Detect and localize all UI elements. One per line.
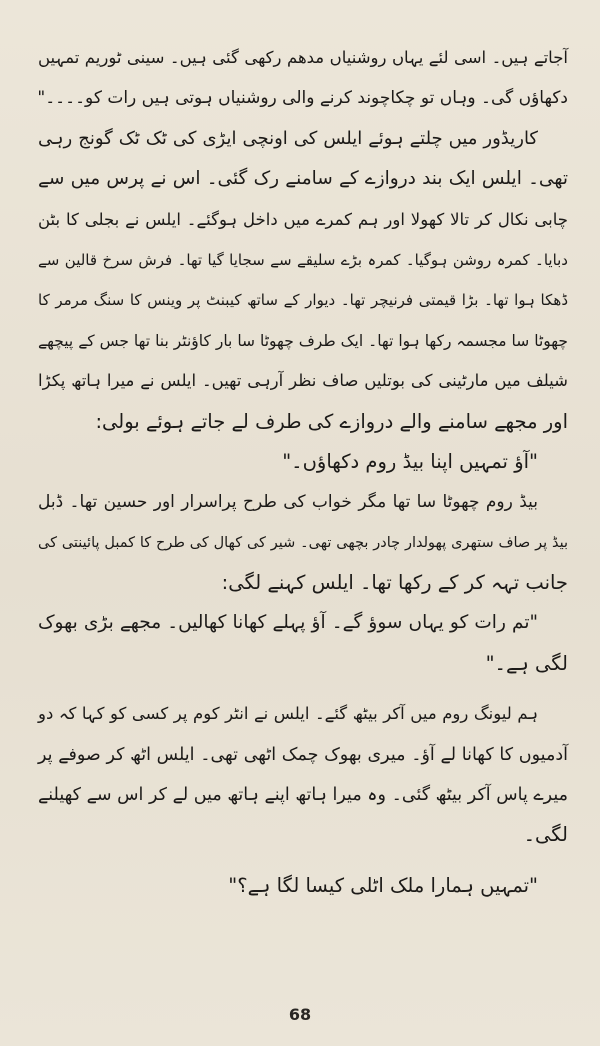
text-line: ڈھکا ہوا تھا۔ بڑا قیمتی فرنیچر تھا۔ دیوار کے ساتھ کیبنٹ پر وینس کا سنگ مرمر کا <box>38 291 568 310</box>
text-line: تھی۔ ایلس ایک بند دروازے کے سامنے رک گئی۔ اس نے پرس میں سے <box>38 168 568 190</box>
text-line: میرے پاس آکر بیٹھ گئی۔ وہ میرا ہاتھ اپنے ہاتھ میں لے کر اس سے کھیلنے <box>38 785 568 806</box>
text-line: اور مجھے سامنے والے دروازے کی طرف لے جاتے ہوئے بولی: <box>95 409 568 433</box>
dialogue-line: "آؤ تمہیں اپنا بیڈ روم دکھاؤں۔" <box>282 449 538 473</box>
text-line: کاریڈور میں چلتے ہوئے ایلس کی اونچی ایڑی کی ٹک ٹک گونج رہی <box>38 127 538 149</box>
text-line: دبایا۔ کمرہ روشن ہوگیا۔ کمرہ بڑے سلیقے سے سجایا گیا تھا۔ فرش سرخ قالین سے <box>38 250 568 269</box>
paragraph-gap <box>38 856 568 866</box>
dialogue-line: "تم رات کو یہاں سوؤ گے۔ آؤ پہلے کھانا کھالیں۔ مجھے بڑی بھوک <box>38 612 538 634</box>
text-line: چھوٹا سا مجسمہ رکھا ہوا تھا۔ ایک طرف چھوٹا سا بار کاؤنٹر بنا تھا جس کے پیچھے <box>38 331 568 350</box>
text-line: چابی نکال کر تالا کھولا اور ہم کمرے میں داخل ہوگئے۔ ایلس نے بجلی کا بٹن <box>38 209 568 229</box>
page-number: 68 <box>288 1005 312 1024</box>
text-line: بیڈ پر صاف ستھری پھولدار چادر بچھی تھی۔ شیر کی کھال کی طرح کا کمبل پائینتی کی <box>38 534 568 551</box>
text-line: بیڈ روم چھوٹا سا تھا مگر خواب کی طرح پراسرار اور حسین تھا۔ ڈبل <box>38 492 538 513</box>
text-line: جانب تہہ کر کے رکھا تھا۔ ایلس کہنے لگی: <box>221 571 568 595</box>
page-text <box>38 38 568 906</box>
text-line: آجاتے ہیں۔ اسی لئے یہاں روشنیاں مدھم رکھی گئی ہیں۔ سینی ٹوریم تمہیں <box>38 48 568 67</box>
text-line: شیلف میں مارٹینی کی بوتلیں صاف نظر آرہی تھیں۔ ایلس نے میرا ہاتھ پکڑا <box>38 371 568 391</box>
dialogue-line: لگی ہے۔" <box>485 651 568 675</box>
text-line: دکھاؤں گی۔ وہاں تو چکاچوند کرنے والی روشنیاں ہوتی ہیں رات کو۔۔۔۔" <box>37 88 568 109</box>
dialogue-line: "تمہیں ہمارا ملک اٹلی کیسا لگا ہے؟" <box>228 873 538 897</box>
paragraph-gap <box>38 684 568 694</box>
text-line: لگی۔ <box>523 823 568 847</box>
text-line: ہم لیونگ روم میں آکر بیٹھ گئے۔ ایلس نے انٹر کوم پر کسی کو کہا کہ دو <box>38 704 538 724</box>
text-line: آدمیوں کا کھانا لے آؤ۔ میری بھوک چمک اٹھی تھی۔ ایلس اٹھ کر صوفے پر <box>38 744 568 765</box>
